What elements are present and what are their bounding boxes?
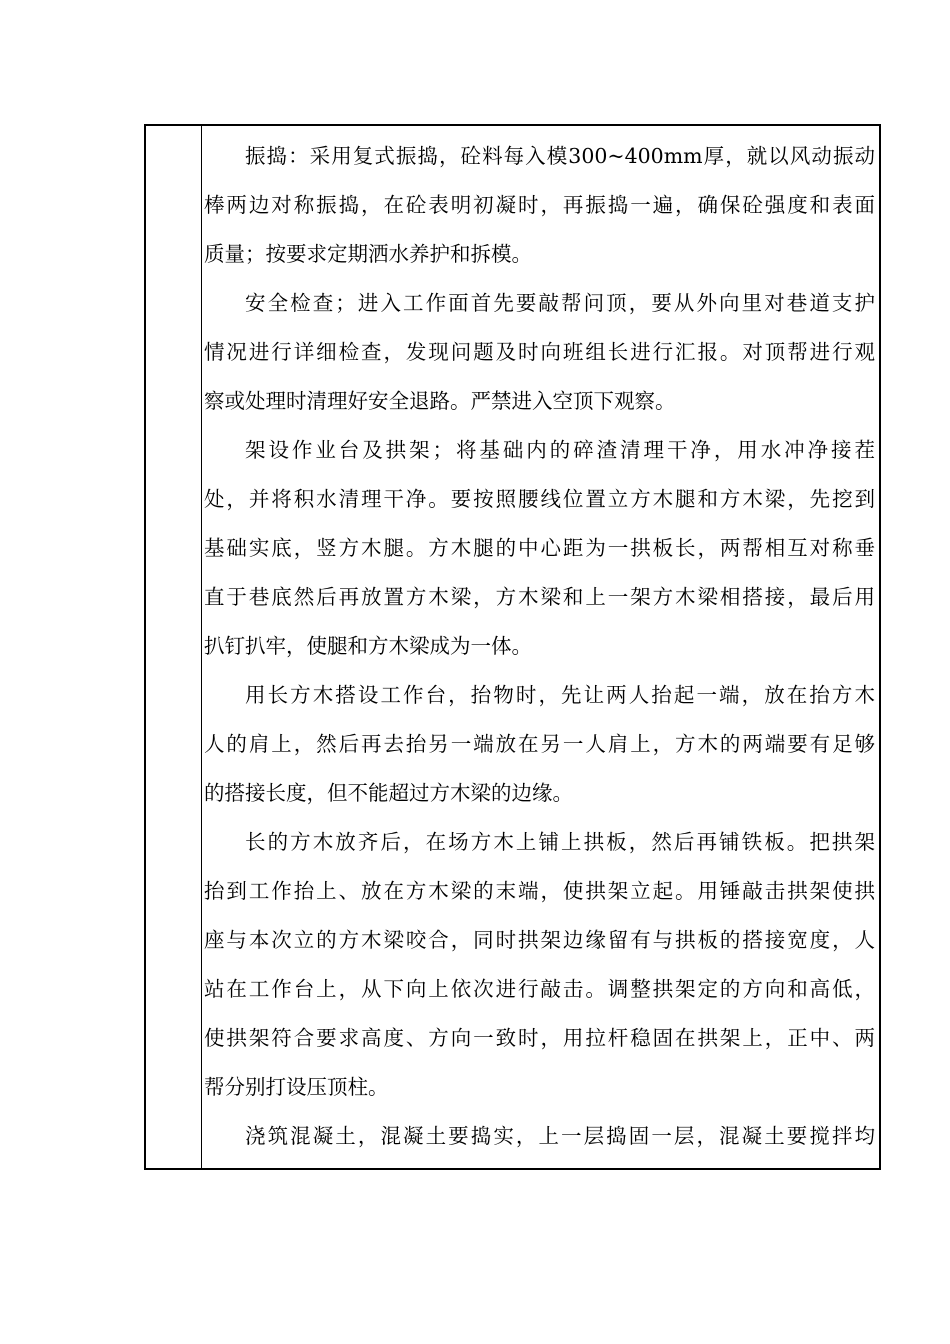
text-line: 处，并将积水清理干净。要按照腰线位置立方木腿和方木梁，先挖到 <box>204 487 875 511</box>
text-line: 扒钉扒牢，使腿和方木梁成为一体。 <box>204 634 532 658</box>
text-line: 棒两边对称振捣，在砼表明初凝时，再振捣一遍，确保砼强度和表面 <box>204 193 875 217</box>
text-line: 安全检查；进入工作面首先要敲帮问顶，要从外向里对巷道支护 <box>245 291 875 315</box>
text-line: 架设作业台及拱架；将基础内的碎渣清理干净，用水冲净接茬 <box>245 438 875 462</box>
text-line: 座与本次立的方木梁咬合，同时拱架边缘留有与拱板的搭接宽度，人 <box>204 928 875 952</box>
text-line: 的搭接长度，但不能超过方木梁的边缘。 <box>204 781 573 805</box>
paragraph-work-platform <box>204 671 875 818</box>
paragraph-concrete-pour <box>204 1112 875 1161</box>
text-line: 使拱架符合要求高度、方向一致时，用拉杆稳固在拱架上，正中、两 <box>204 1026 875 1050</box>
content-cell <box>204 132 875 1161</box>
column-divider <box>201 126 202 1168</box>
text-line: 抬到工作抬上、放在方木梁的末端，使拱架立起。用锤敲击拱架使拱 <box>204 879 875 903</box>
paragraph-arch-install <box>204 818 875 1112</box>
paragraph-safety-check <box>204 279 875 426</box>
text-line: 用长方木搭设工作台，抬物时，先让两人抬起一端，放在抬方木 <box>245 683 875 707</box>
text-line: 直于巷底然后再放置方木梁，方木梁和上一架方木梁相搭接，最后用 <box>204 585 875 609</box>
text-line: 长的方木放齐后，在场方木上铺上拱板，然后再铺铁板。把拱架 <box>245 830 875 854</box>
text-line: 站在工作台上，从下向上依次进行敲击。调整拱架定的方向和高低， <box>204 977 875 1001</box>
text-line: 质量；按要求定期洒水养护和拆模。 <box>204 242 532 266</box>
paragraph-vibration <box>204 132 875 279</box>
text-line: 振捣：采用复式振捣，砼料每入模300~400mm厚，就以风动振动 <box>245 144 875 168</box>
text-line: 人的肩上，然后再去抬另一端放在另一人肩上，方木的两端要有足够 <box>204 732 875 756</box>
text-line: 基础实底，竖方木腿。方木腿的中心距为一拱板长，两帮相互对称垂 <box>204 536 875 560</box>
paragraph-platform-arch <box>204 426 875 671</box>
text-line: 察或处理时清理好安全退路。严禁进入空顶下观察。 <box>204 389 676 413</box>
text-line: 浇筑混凝土，混凝土要捣实，上一层捣固一层，混凝土要搅拌均 <box>245 1124 875 1148</box>
text-line: 情况进行详细检查，发现问题及时向班组长进行汇报。对顶帮进行观 <box>204 340 875 364</box>
text-line: 帮分别打设压顶柱。 <box>204 1075 389 1099</box>
table-frame <box>144 124 881 1170</box>
